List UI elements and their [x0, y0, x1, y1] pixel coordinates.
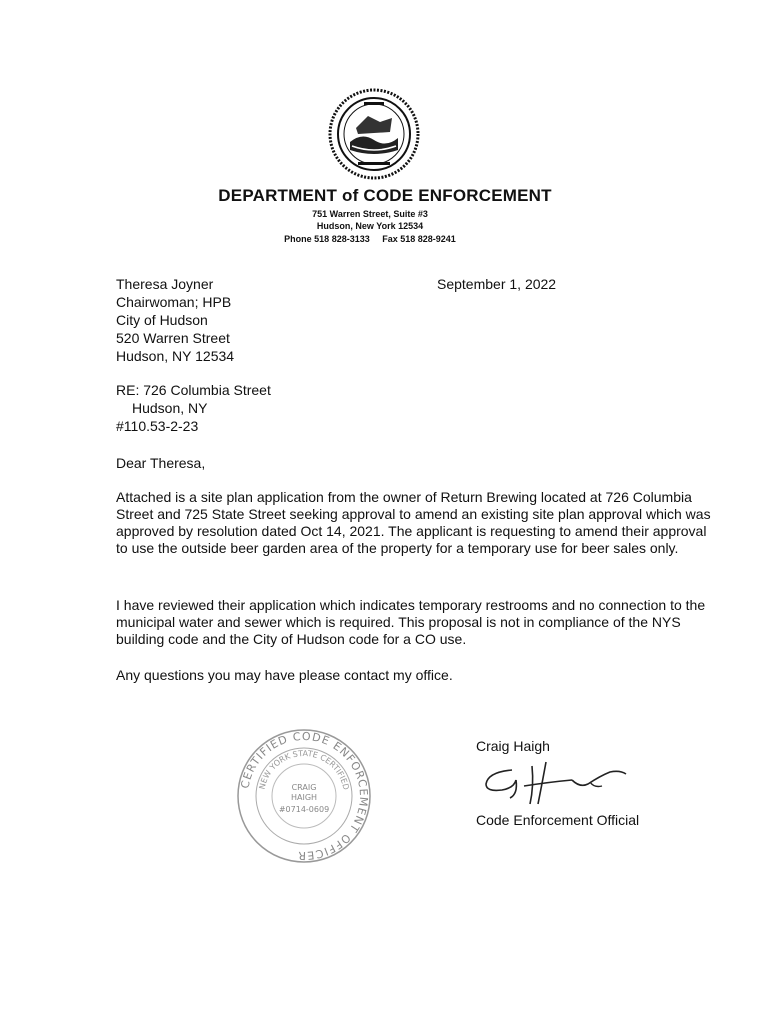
- re-line3: #110.53-2-23: [116, 418, 199, 434]
- recipient-name: Theresa Joyner: [116, 276, 214, 292]
- stamp-name-last: HAIGH: [290, 793, 318, 802]
- paragraph-1: Attached is a site plan application from the owner of Return Brewing located at 726 Columbia Street and 725 State Street seeking approval to amend an existing site plan approval which was approved by resolution dated Oct 14, 2021. The applicant is requesting to amend their approval to use the outside beer garden area of the property for a temporary use for beer sales only.: [116, 489, 711, 556]
- address-line2: Hudson, New York 12534: [316, 221, 424, 231]
- phone-fax-line: [0, 234, 740, 244]
- re-line2: Hudson, NY: [132, 400, 208, 416]
- recipient-city: Hudson, NY 12534: [116, 348, 235, 364]
- paragraph-3: Any questions you may have please contact my office.: [116, 667, 453, 683]
- address-line1: 751 Warren Street, Suite #3: [312, 209, 428, 219]
- paragraph-2: I have reviewed their application which indicates temporary restrooms and no connection to the municipal water and sewer which is required. This proposal is not in compliance of the NYS building code and the City of Hudson code for a CO use.: [116, 597, 706, 647]
- handwritten-signature-icon: [480, 758, 630, 808]
- recipient-org: City of Hudson: [116, 312, 208, 328]
- stamp-outer-text: CERTIFIED CODE ENFORCEMENT OFFICER: [238, 729, 371, 863]
- recipient-street: 520 Warren Street: [116, 330, 230, 346]
- re-line1: RE: 726 Columbia Street: [116, 382, 271, 398]
- signer-name: Craig Haigh: [476, 738, 550, 754]
- phone-number: Phone 518 828-3133: [284, 234, 370, 244]
- certified-stamp-icon: [236, 728, 372, 864]
- city-seal-icon: [328, 88, 420, 180]
- stamp-name-first: CRAIG: [291, 783, 317, 792]
- stamp-number: #0714-0609: [278, 805, 330, 814]
- re-block: [116, 382, 271, 436]
- recipient-title: Chairwoman; HPB: [116, 294, 232, 310]
- stamp-inner-text: NEW YORK STATE CERTIFIED: [257, 748, 351, 791]
- recipient-block: [116, 276, 234, 366]
- fax-number: Fax 518 828-9241: [382, 234, 456, 244]
- signer-title: Code Enforcement Official: [476, 812, 640, 828]
- department-title: DEPARTMENT of CODE ENFORCEMENT: [218, 186, 552, 205]
- letter-date: September 1, 2022: [437, 276, 557, 292]
- salutation: Dear Theresa,: [116, 455, 206, 471]
